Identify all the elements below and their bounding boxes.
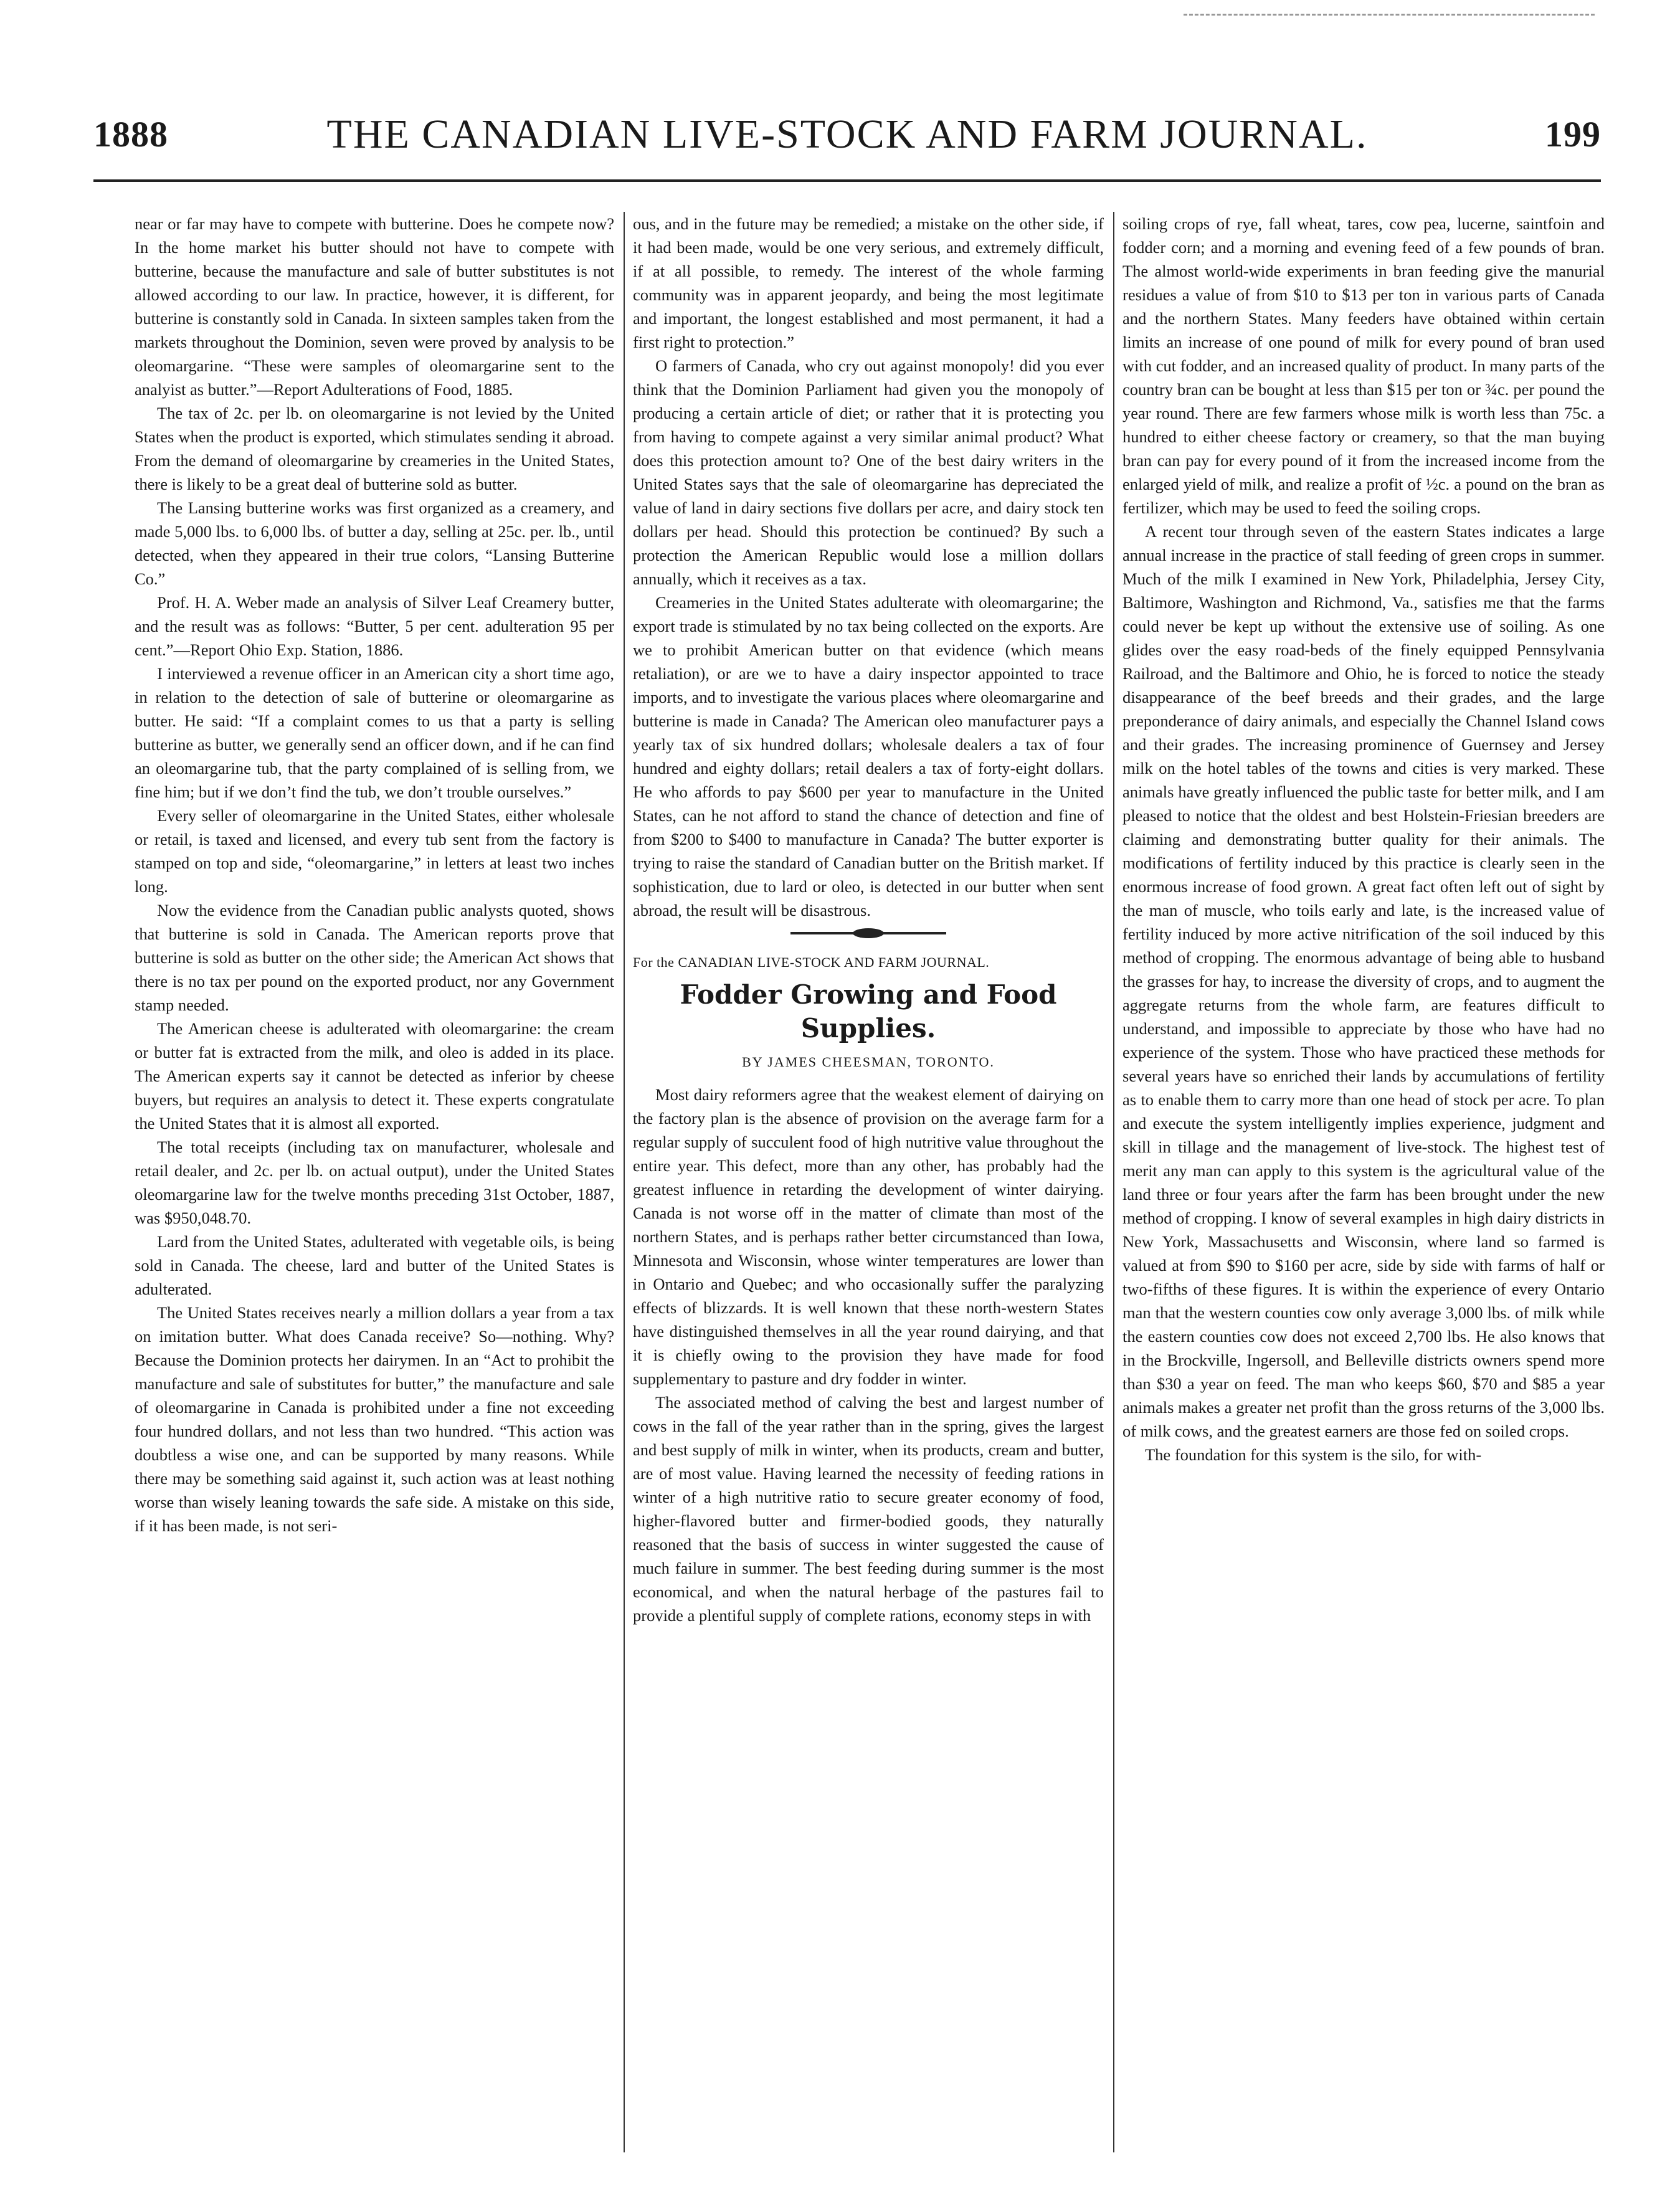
column-1: [135, 212, 614, 2152]
paragraph: Most dairy reformers agree that the weakest element of dairying on the factory plan is the absence of provision on the average farm for a regular supply of succulent food of high nutritive value throughout the entire year. This defect, more than any other, has probably had the greatest influence in retarding the development of winter dairying. Canada is not worse off in the matter of climate than most of the northern States, and is perhaps rather better circumstanced than Iowa, Minnesota and Wisconsin, whose winter temperatures are lower than in Ontario and Quebec; and who occasionally suffer the paralyzing effects of blizzards. It is well known that these north-western States have distinguished themselves in all the year round dairying, and that it is chiefly owing to the provision they have made for food supplementary to pasture and dry fodder in winter.: [633, 1085, 1104, 1388]
paragraph: The American cheese is adulterated with oleomargarine: the cream or butter fat is extracted from the milk, and oleo is added in its place. The American experts say it cannot be detected as inferior by cheese buyers, but requires an analysis to detect it. These experts congratulate the United States that it is almost all exported.: [135, 1019, 614, 1133]
paragraph: soiling crops of rye, fall wheat, tares, cow pea, lucerne, saintfoin and fodder corn; and a morning and evening feed of a few pounds of bran. The almost world-wide experiments in bran feeding give the manurial residues a value of from $10 to $13 per ton in various parts of Canada and the northern States. Many feeders have obtained within certain limits an increase of one pound of milk for every pound of bran used with cut fodder, and an increased quality of product. In many parts of the country bran can be bought at less than $15 per ton or ¾c. per pound the year round. There are few farmers whose milk is worth less than 75c. a hundred to either cheese factory or creamery, so that the man buying bran can pay for every pound of it from the increased income from the enlarged yield of milk, and realize a profit of ½c. a pound on the bran as fertilizer, which may be used to feed the soiling crops.: [1122, 214, 1605, 517]
paragraph: The associated method of calving the best and largest number of cows in the fall of the year rather than in the spring, gives the largest and best supply of milk in winter, when its products, cream and butter, are of most value. Having learned the necessity of feeding rations in winter of a high nutritive ratio to secure greater economy of food, higher-flavored butter and firmer-bodied goods, they naturally reasoned that the basis of success in winter suggested the cause of much failure in summer. The best feeding during summer is the most economical, and when the natural herbage of the pastures fail to provide a plentiful supply of complete rations, economy steps in with: [633, 1393, 1104, 1625]
article-title: Fodder Growing and Food Supplies.: [680, 979, 1057, 1043]
header-year: 1888: [93, 114, 168, 154]
article-byline: BY JAMES CHEESMAN, TORONTO.: [742, 1054, 995, 1070]
column-rule: [624, 212, 625, 2152]
column-2: [633, 212, 1104, 2152]
top-scan-marks: [1184, 14, 1595, 18]
paragraph: A recent tour through seven of the eastern States indicates a large annual increase in the practice of stall feeding of green crops in summer. Much of the milk I examined in New York, Philadelphia, Jersey City, Baltimore, Washington and Richmond, Va., satisfies me that the farms could never be kept up without the extensive use of soiling. As one glides over the easy road-beds of the finely equipped Pennsylvania Railroad, and the Baltimore and Ohio, he is forced to notice the steady disappearance of the beef breeds and their grades, and the large preponderance of dairy animals, and especially the Channel Island cows and their grades. The increasing prominence of Guernsey and Jersey milk on the hotel tables of the towns and cities is very marked. These animals have greatly influenced the public taste for better milk, and I am pleased to notice that the oldest and best Holstein-Friesian breeders are claiming and demonstrating butter quality for their animals. The modifications of fertility induced by this practice is clearly seen in the enormous increase of food grown. A great fact often left out of sight by the man of muscle, who toils early and late, is the increased value of fertility induced by more active nitrification of the soil induced by this method of cropping. The enormous advantage of being able to husband the grasses for hay, to increase the diversity of crops, and to augment the aggregate returns from the whole farm, are features difficult to understand, and impossible to appreciate by those who have had no experience of the system. Those who have practiced these methods for several years have so enriched their lands by accumulations of fertility as to enable them to carry more than one head of stock per acre. To plan and execute the system intelligently implies experience, judgment and skill in tillage and the management of live-stock. The highest test of merit any man can apply to this system is the agricultural value of the land three or four years after the farm has been brought under the new method of cropping. I know of several examples in high dairy districts in New York, Massachusetts and Wisconsin, where land so farmed is valued at from $90 to $160 per acre, side by side with farms of half or two-fifths of these figures. It is within the experience of every Ontario man that the western counties cow only average 3,000 lbs. of milk while the eastern counties cow does not exceed 2,700 lbs. He also knows that in the Brockville, Ingersoll, and Belleville districts owners spend more than $30 a year on feed. The man who keeps $60, $70 and $85 a year animals makes a greater net profit than the gross returns of the 3,000 lbs. of milk cows, and the greatest earners are those fed on soiled crops.: [1122, 522, 1605, 1440]
paragraph: near or far may have to compete with butterine. Does he compete now? In the home market his butter should not have to compete with butterine, because the manufacture and sale of butter substitutes is not allowed according to our law. In practice, however, it is different, for butterine is constantly sold in Canada. In sixteen samples taken from the markets throughout the Dominion, seven were proved by analysis to be oleomargarine. “These were samples of oleomargarine sent to the analyist as butter.”—Report Adulterations of Food, 1885.: [135, 214, 614, 399]
article-for-line: For the CANADIAN LIVE-STOCK AND FARM JOURNAL.: [633, 954, 990, 970]
paragraph: Every seller of oleomargarine in the United States, either wholesale or retail, is taxed and licensed, and every tub sent from the factory is stamped on top and side, “oleomargarine,” in letters at least two inches long.: [135, 806, 614, 896]
paragraph: Creameries in the United States adulterate with oleomargarine; the export trade is stimulated by no tax being collected on the exports. Are we to prohibit American butter on that evidence (which means retaliation), or are we to have a dairy inspector appointed to trace imports, and to investigate the various places where oleomargarine and butterine is made in Canada? The American oleo manufacturer pays a yearly tax of six hundred dollars; wholesale dealers a tax of four hundred and eighty dollars; retail dealers a tax of forty-eight dollars. He who affords to pay $600 per year to manufacture in the United States, can he not afford to stand the chance of detection and fine of from $200 to $400 to manufacture in Canada? The butter exporter is trying to raise the standard of Canadian butter on the British market. If sophistication, due to lard or oleo, is detected in our butter when sent abroad, the result will be disastrous.: [633, 593, 1104, 920]
paragraph: The tax of 2c. per lb. on oleomargarine is not levied by the United States when the product is exported, which stimulates sending it abroad. From the demand of oleomargarine by creameries in the United States, there is likely to be a great deal of butterine sold as butter.: [135, 404, 614, 493]
page-header: [93, 105, 1601, 182]
paragraph: O farmers of Canada, who cry out against monopoly! did you ever think that the Dominion Parliament had given you the monopoly of producing a certain article of diet; or rather that it is protecting you from having to compete against a very similar animal product? What does this protection amount to? One of the best dairy writers in the United States says that the sale of oleomargarine has depreciated the value of land in dairy sections five dollars per acre, and dairy stock ten dollars per head. Should this protection be continued? By such a protection the American Republic would lose a million dollars annually, which it receives as a tax.: [633, 356, 1104, 588]
paragraph: ous, and in the future may be remedied; a mistake on the other side, if it had been made, would be one very serious, and extremely difficult, if at all possible, to remedy. The interest of the whole farming community was in apparent jeopardy, and being the most legitimate and important, the longest established and most permanent, it had a first right to protection.”: [633, 214, 1104, 351]
page-number: 199: [1545, 114, 1601, 154]
paragraph: I interviewed a revenue officer in an American city a short time ago, in relation to the detection of sale of butterine or oleomargarine as butter. He said: “If a complaint comes to us that a party is selling butterine as butter, we generally send an officer down, and if he can find an oleomargarine tub, that the party complained of is selling from, we fine him; but if we don’t find the tub, we don’t trouble ourselves.”: [135, 664, 614, 801]
paragraph: Prof. H. A. Weber made an analysis of Silver Leaf Creamery butter, and the result was as follows: “Butter, 5 per cent. adulteration 95 per cent.”—Report Ohio Exp. Station, 1886.: [135, 593, 614, 659]
text-columns: [135, 212, 1605, 2152]
column-rule: [1113, 212, 1114, 2152]
paragraph: The total receipts (including tax on manufacturer, wholesale and retail dealer, and 2c. per lb. on actual output), under the United States oleomargarine law for the twelve months preceding 31st October, 1887, was $950,048.70.: [135, 1138, 614, 1227]
paragraph: The Lansing butterine works was first organized as a creamery, and made 5,000 lbs. to 6,000 lbs. of butter a day, selling at 25c. per. lb., until detected, when they appeared in their true colors, “Lansing Butterine Co.”: [135, 498, 614, 588]
paragraph: The United States receives nearly a million dollars a year from a tax on imitation butter. What does Canada receive? So—nothing. Why? Because the Dominion protects her dairymen. In an “Act to prohibit the manufacture and sale of substitutes for butter,” the manufacture and sale of oleomargarine in Canada is prohibited under a fine not exceeding four hundred dollars, and not less than two hundred. “This action was doubtless a wise one, and can be supported by many reasons. While there may be something said against it, such action was at least nothing worse than wisely leaning towards the safe side. A mistake on this side, if it has been made, is not seri-: [135, 1303, 614, 1535]
paragraph: Lard from the United States, adulterated with vegetable oils, is being sold in Canada. The cheese, lard and butter of the United States is adulterated.: [135, 1232, 614, 1298]
paragraph: Now the evidence from the Canadian public analysts quoted, shows that butterine is sold in Canada. The American reports prove that butterine is sold as butter on the other side; the American Act shows that there is no tax per pound on the exported product, nor any Government stamp needed.: [135, 901, 614, 1014]
column-3: [1122, 212, 1605, 2152]
paragraph: The foundation for this system is the silo, for with-: [1145, 1445, 1482, 1464]
section-divider: [790, 932, 946, 934]
journal-title: THE CANADIAN LIVE-STOCK AND FARM JOURNAL.: [326, 112, 1368, 157]
